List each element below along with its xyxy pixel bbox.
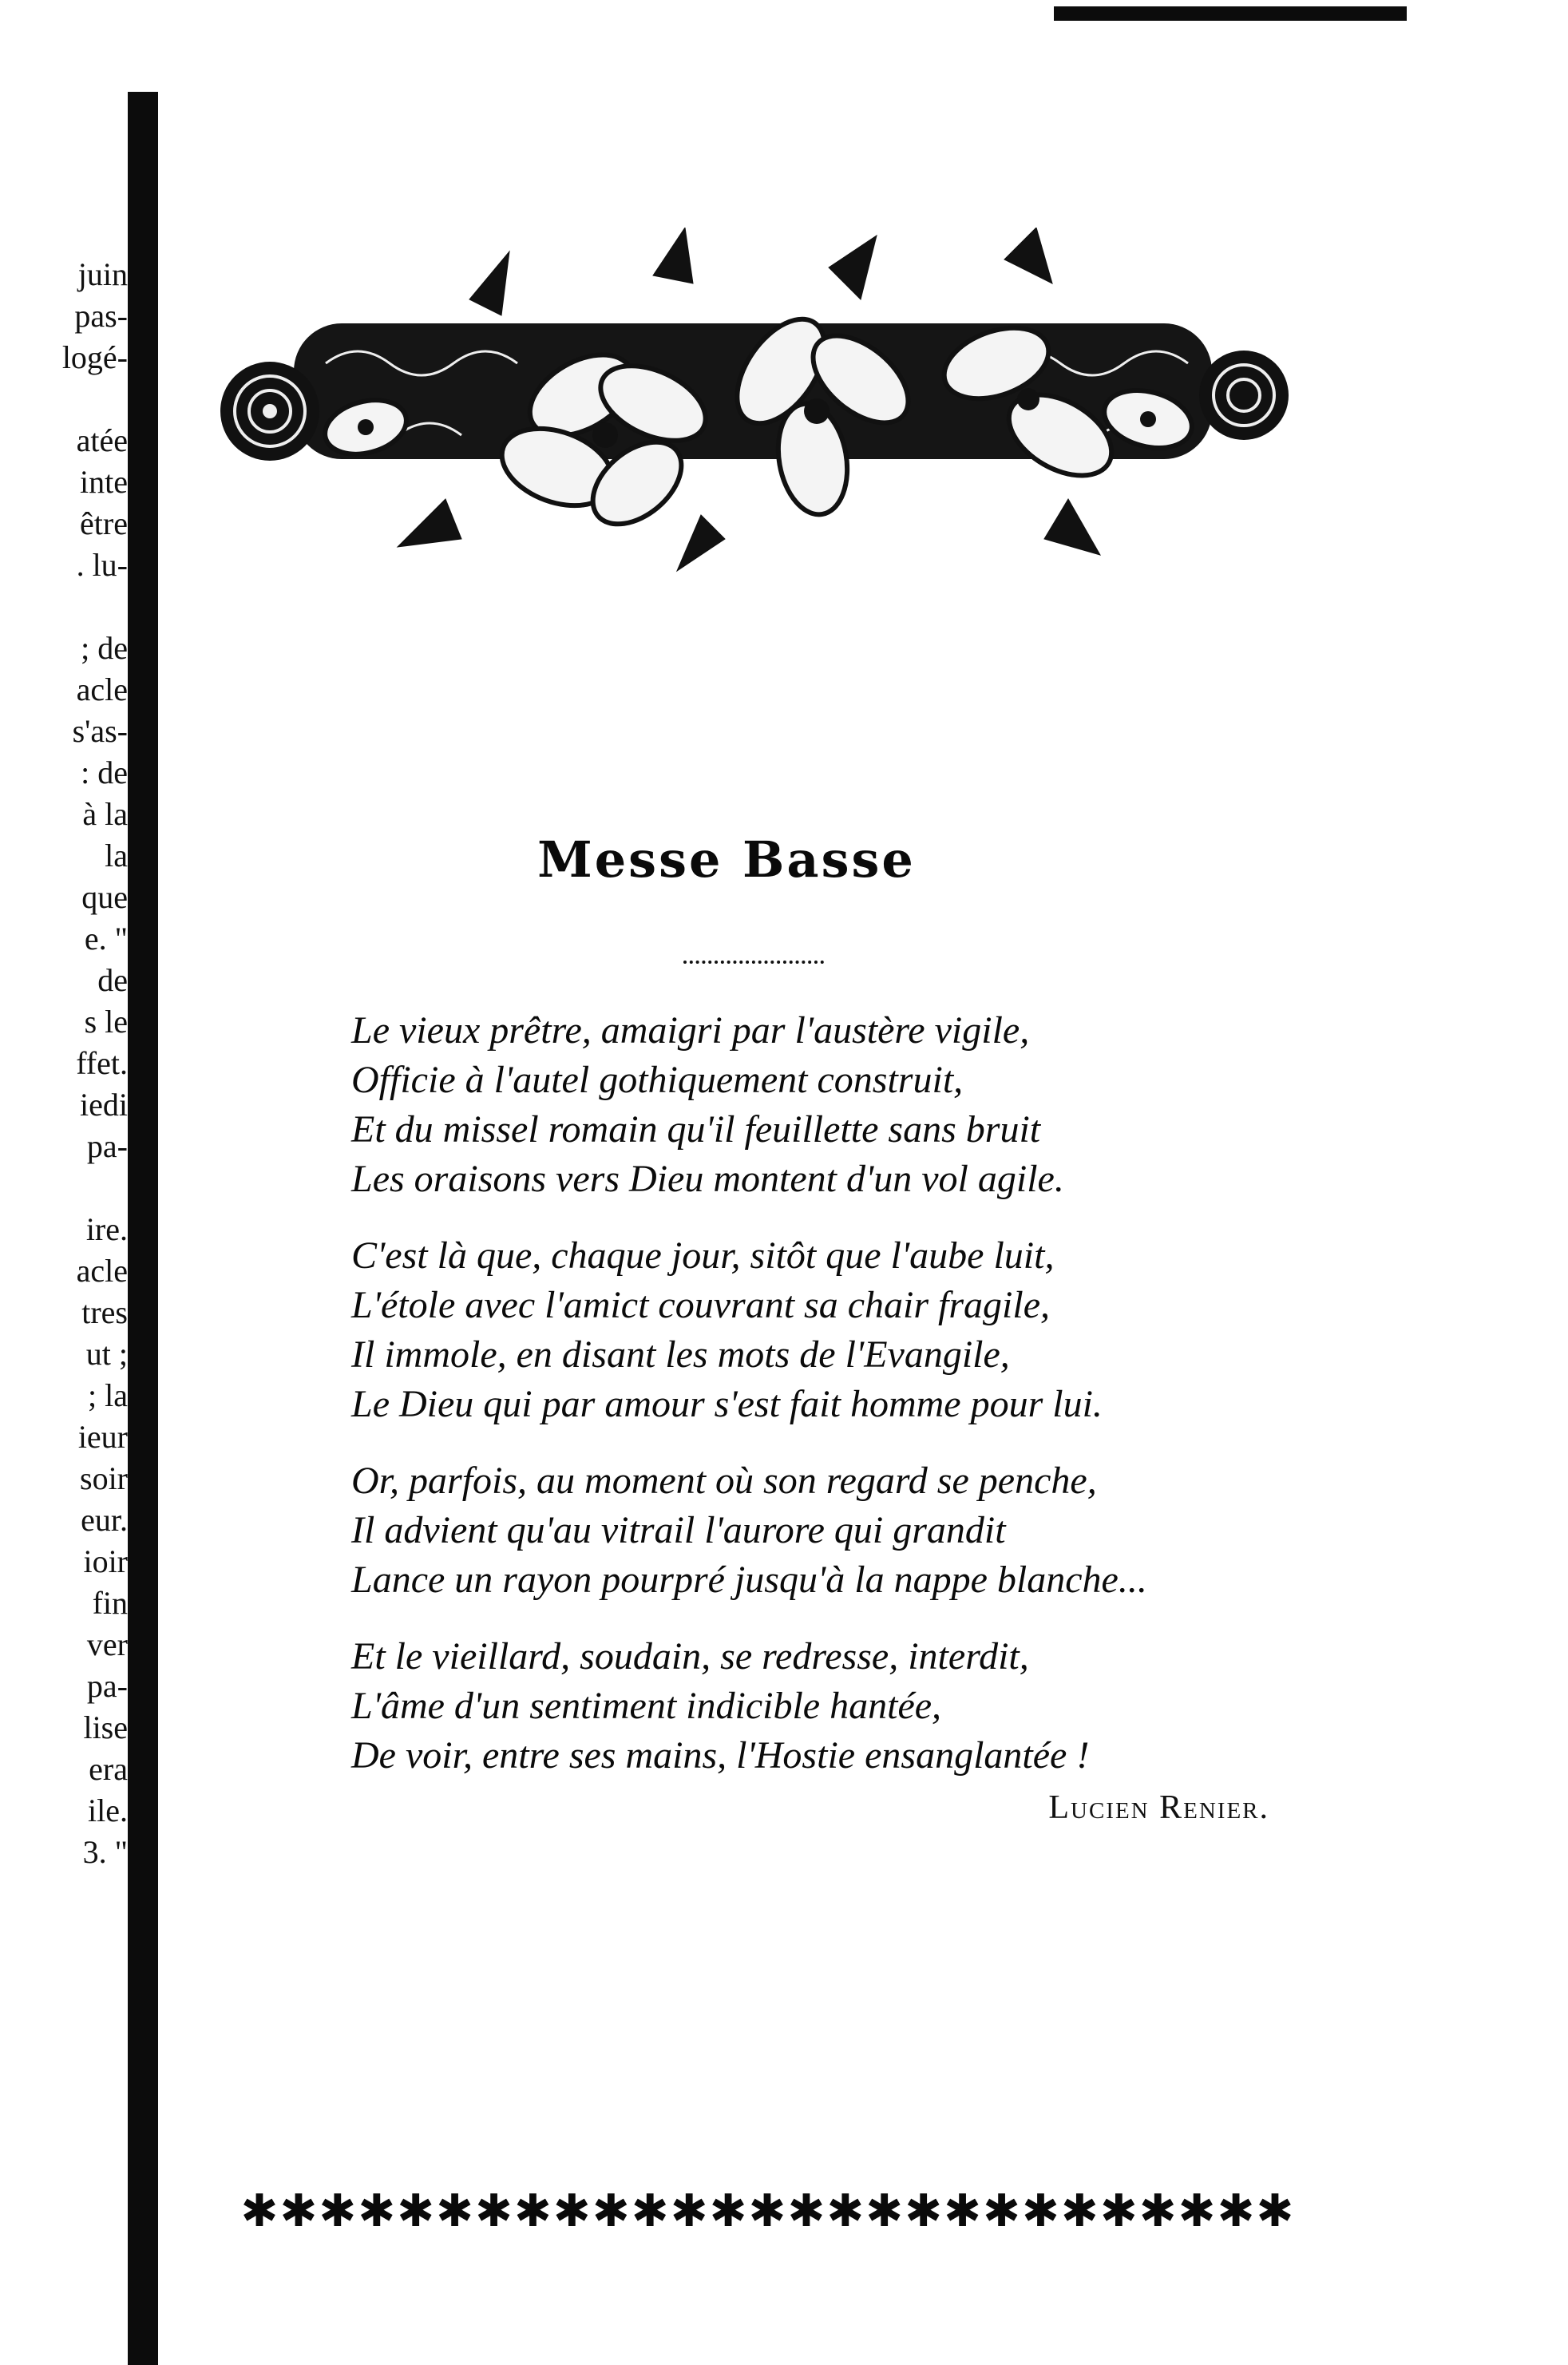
margin-text-line: de <box>97 962 128 998</box>
top-edge-rule <box>1054 6 1407 21</box>
margin-text-line: ffet. <box>76 1045 128 1081</box>
margin-text-line: ieur <box>77 1419 128 1455</box>
margin-text-line: e. " <box>84 921 128 957</box>
margin-text-line: s le <box>84 1004 128 1040</box>
margin-text-line <box>18 378 128 420</box>
poem-line: Le Dieu qui par amour s'est fait homme pour lui. <box>351 1383 1103 1425</box>
poem-line: Et le vieillard, soudain, se redresse, interdit, <box>351 1635 1029 1678</box>
margin-text-line: 3. " <box>82 1834 128 1870</box>
gutter-shadow-bar <box>128 92 158 2365</box>
poem-line: Il immole, en disant les mots de l'Evangile, <box>351 1333 1010 1376</box>
margin-text-line: ioir <box>83 1543 128 1579</box>
margin-text-line: soir <box>80 1460 128 1496</box>
poem-line: Lance un rayon pourpré jusqu'à la nappe blanche... <box>351 1559 1147 1601</box>
margin-text-line: lise <box>83 1709 128 1745</box>
margin-text-line: s'as- <box>72 713 128 749</box>
margin-text-line: : de <box>81 755 128 790</box>
margin-text-line: atée <box>76 422 128 458</box>
poem-stanza <box>351 1632 1293 1781</box>
poem-line: Il advient qu'au vitrail l'aurore qui grandit <box>351 1509 1006 1551</box>
margin-text-line: ; de <box>81 630 128 666</box>
margin-text-line: tres <box>81 1294 128 1330</box>
poem-line: Le vieux prêtre, amaigri par l'austère vigile, <box>351 1009 1030 1052</box>
margin-text-line: ile. <box>88 1793 128 1828</box>
margin-text-line: pa- <box>86 1128 128 1164</box>
poem-title: Messe Basse <box>537 830 916 889</box>
poem-stanza <box>351 1456 1293 1605</box>
poem-stanza <box>351 1231 1293 1429</box>
floral-garland-icon <box>206 228 1300 579</box>
margin-text-line: pa- <box>86 1668 128 1704</box>
margin-text-line: eur. <box>81 1502 128 1538</box>
margin-text-line: inte <box>80 464 128 500</box>
margin-text-line: logé- <box>61 339 128 375</box>
adjacent-page-margin-text <box>18 254 128 1873</box>
poem-line: L'étole avec l'amict couvrant sa chair fragile, <box>351 1284 1051 1326</box>
poem-stanza <box>351 1006 1293 1204</box>
margin-text-line: ver <box>86 1626 128 1662</box>
poem-line: Officie à l'autel gothiquement construit, <box>351 1059 964 1101</box>
margin-text-line: ut ; <box>85 1336 128 1372</box>
poem-body <box>351 1006 1293 1808</box>
margin-text-line: pas- <box>74 298 128 334</box>
margin-text-line: acle <box>76 671 128 707</box>
margin-text-line <box>18 586 128 628</box>
poem-line: De voir, entre ses mains, l'Hostie ensanglantée ! <box>351 1734 1090 1777</box>
margin-text-line: era <box>89 1751 128 1787</box>
margin-text-line: . lu- <box>76 547 128 583</box>
poem-line: Les oraisons vers Dieu montent d'un vol agile. <box>351 1158 1064 1200</box>
margin-text-line: que <box>81 879 128 915</box>
margin-text-line: ; la <box>88 1377 128 1413</box>
star-border-icon: ✱✱✱✱✱✱✱✱✱✱✱✱✱✱✱✱✱✱✱✱✱✱✱✱✱✱✱ <box>240 2187 1296 2236</box>
margin-text-line: acle <box>76 1253 128 1289</box>
poem-author: Lucien Renier. <box>1048 1789 1269 1826</box>
poem-line: Or, parfois, au moment où son regard se penche, <box>351 1460 1097 1502</box>
margin-text-line: iedi <box>80 1087 128 1123</box>
poem-line: Et du missel romain qu'il feuillette sans bruit <box>351 1108 1041 1151</box>
margin-text-line: juin <box>77 256 128 292</box>
title-dotted-rule <box>683 961 824 964</box>
margin-text-line: la <box>105 838 128 874</box>
margin-text-line: à la <box>82 796 128 832</box>
margin-text-line: être <box>80 505 128 541</box>
poem-line: C'est là que, chaque jour, sitôt que l'aube luit, <box>351 1234 1055 1277</box>
margin-text-line <box>18 1167 128 1209</box>
margin-text-line: fin <box>92 1585 128 1621</box>
margin-text-line: ire. <box>85 1211 128 1247</box>
poem-line: L'âme d'un sentiment indicible hantée, <box>351 1685 942 1727</box>
